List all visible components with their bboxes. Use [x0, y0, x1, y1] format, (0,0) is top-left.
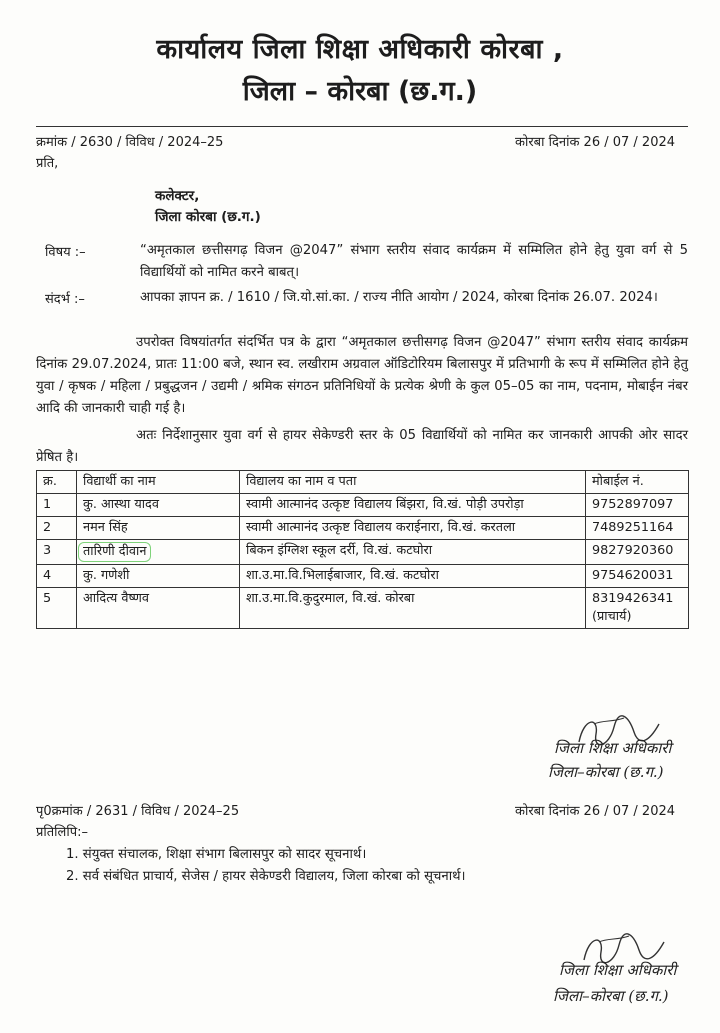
- mobile-number: 8319426341: [592, 591, 674, 606]
- table-row: [37, 540, 689, 565]
- reference-text: आपका ज्ञापन क्र. / 1610 / जि.यो.सां.का. / राज्य नीति आयोग / 2024, कोरबा दिनांक 26.07. 2024।: [140, 290, 658, 305]
- ref-number: क्रमांक / 2630 / विविध / 2024–25: [36, 135, 224, 150]
- reference-label: संदर्भ :–: [45, 292, 85, 307]
- cell-school: बिकन इंग्लिश स्कूल दर्री, वि.खं. कटघोरा: [240, 540, 586, 565]
- cell-name: नमन सिंह: [77, 517, 240, 540]
- highlighted-name: तारिणी दीवान: [78, 542, 151, 562]
- copy-list: [66, 844, 686, 888]
- prati-label: प्रति,: [36, 156, 59, 171]
- list-item: 2. सर्व संबंधित प्राचार्य, सेजेस / हायर सेकेण्डरी विद्यालय, जिला कोरबा को सूचनार्थ।: [66, 869, 466, 884]
- letterhead: [0, 30, 720, 114]
- table-header-row: [37, 471, 689, 494]
- cell-mobile: 9827920360: [586, 540, 689, 565]
- office-title: कार्यालय जिला शिक्षा अधिकारी कोरबा ,: [156, 34, 564, 65]
- copy-label: प्रतिलिपि:–: [36, 825, 88, 840]
- student-table: [36, 470, 689, 629]
- cell-mobile: 9754620031: [586, 565, 689, 588]
- header-divider: [36, 126, 688, 127]
- cell-school: शा.उ.मा.वि.भिलाईबाजार, वि.खं. कटघोरा: [240, 565, 586, 588]
- cell-name: कु. गणेशी: [77, 565, 240, 588]
- district-title: जिला – कोरबा (छ.ग.): [242, 76, 478, 107]
- cell-sno: 1: [37, 494, 77, 517]
- table-row: [37, 494, 689, 517]
- mobile-note: (प्राचार्य): [592, 609, 632, 624]
- signature-designation: जिला शिक्षा अधिकारी: [559, 961, 677, 979]
- cell-school: शा.उ.मा.वि.कुदुरमाल, वि.खं. कोरबा: [240, 588, 586, 629]
- table-row: [37, 588, 689, 629]
- addressee-line1: कलेक्टर,: [155, 188, 200, 204]
- col-header-sno: क्र.: [37, 471, 77, 494]
- addressee-line2: जिला कोरबा (छ.ग.): [155, 209, 261, 225]
- subject-label: विषय :–: [45, 245, 86, 260]
- signature-designation: जिला शिक्षा अधिकारी: [554, 739, 672, 757]
- signature-block: [545, 930, 715, 1020]
- signature-district: जिला–कोरबा (छ.ग.): [548, 763, 664, 781]
- table-row: [37, 517, 689, 540]
- list-item: 1. संयुक्त संचालक, शिक्षा संभाग बिलासपुर को सादर सूचनार्थ।: [66, 847, 367, 862]
- cell-sno: 3: [37, 540, 77, 565]
- ref-date: कोरबा दिनांक 26 / 07 / 2024: [515, 135, 676, 150]
- signature-district: जिला–कोरबा (छ.ग.): [553, 987, 669, 1005]
- table-row: [37, 565, 689, 588]
- copy-ref-number: पृ0क्रमांक / 2631 / विविध / 2024–25: [36, 804, 240, 819]
- subject-text: “अमृतकाल छत्तीसगढ़ विजन @2047” संभाग स्तरीय संवाद कार्यक्रम में सम्मिलित होने हेतु युवा वर्ग से 5 विद्यार्थियों को नामित करने बाबत्।: [140, 243, 688, 280]
- cell-mobile: 7489251164: [586, 517, 689, 540]
- cell-name: [77, 540, 240, 565]
- cell-name: आदित्य वैष्णव: [77, 588, 240, 629]
- cell-school: स्वामी आत्मानंद उत्कृष्ट विद्यालय बिंझरा, वि.खं. पोड़ी उपरोड़ा: [240, 494, 586, 517]
- cell-sno: 2: [37, 517, 77, 540]
- body-paragraph-1: उपरोक्त विषयांतर्गत संदर्भित पत्र के द्वारा “अमृतकाल छत्तीसगढ़ विजन @2047” संभाग स्तरीय संवाद कार्यक्रम दिनांक 29.07.2024, प्रातः 11:00 बजे, स्थान स्व. लखीराम अग्रवाल ऑडिटोरियम बिलासपुर में प्रतिभागी के रूप में सम्मिलित होने हेतु युवा / कृषक / महिला / प्रबुद्धजन / उद्यमी / श्रमिक संगठन प्रतिनिधियों के प्रत्येक श्रेणी के कुल 05–05 का नाम, पदनाम, मोबाईन नंबर आदि की जानकारी चाही गई है।: [36, 335, 688, 416]
- signature-block: [540, 712, 710, 792]
- copy-ref-date: कोरबा दिनांक 26 / 07 / 2024: [515, 804, 676, 819]
- cell-school: स्वामी आत्मानंद उत्कृष्ट विद्यालय कराईनारा, वि.खं. करतला: [240, 517, 586, 540]
- cell-mobile: [586, 588, 689, 629]
- col-header-name: विद्यार्थी का नाम: [77, 471, 240, 494]
- col-header-school: विद्यालय का नाम व पता: [240, 471, 586, 494]
- cell-mobile: 9752897097: [586, 494, 689, 517]
- cell-sno: 4: [37, 565, 77, 588]
- cell-name: कु. आस्था यादव: [77, 494, 240, 517]
- col-header-mobile: मोबाईल नं.: [586, 471, 689, 494]
- body-paragraph-2: अतः निर्देशानुसार युवा वर्ग से हायर सेकेण्डरी स्तर के 05 विद्यार्थियों को नामित कर जानकारी आपकी ओर सादर प्रेषित है।: [36, 428, 688, 465]
- cell-sno: 5: [37, 588, 77, 629]
